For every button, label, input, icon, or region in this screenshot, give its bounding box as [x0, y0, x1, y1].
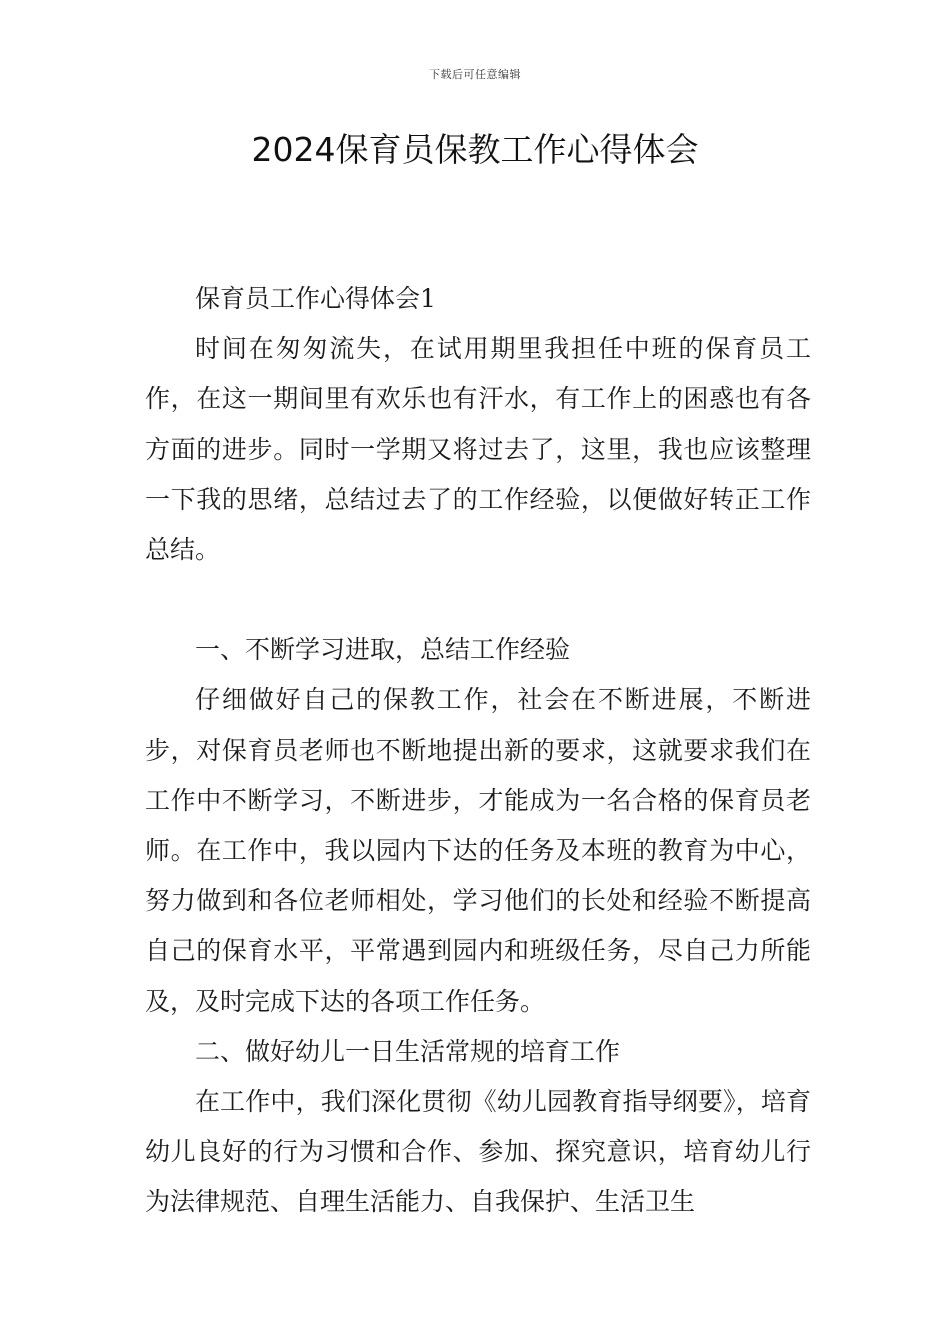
document-title: 2024保育员保教工作心得体会 — [251, 130, 699, 169]
section-heading-3: 二、做好幼儿一日生活常规的培育工作 — [195, 1036, 621, 1066]
section-heading-2: 一、不断学习进取，总结工作经验 — [195, 635, 571, 665]
page-header-note: 下载后可任意编辑 — [429, 68, 521, 81]
body-paragraph: 仔细做好自己的保教工作，社会在不断进展，不断进步，对保育员老师也不断地提出新的要求，这就要求我们在工作中不断学习，不断进步，才能成为一名合格的保育员老师。在工作中，我以园内下达的任务及本班的教育为中心，努力做到和各位老师相处，学习他们的长处和经验不断提高自己的保育水平，平常遇到园内和班级任务，尽自己力所能及，及时完成下达的各项工作任务。 — [145, 685, 811, 1016]
body-paragraph: 时间在匆匆流失，在试用期里我担任中班的保育员工作，在这一期间里有欢乐也有汗水，有工作上的困惑也有各方面的进步。同时一学期又将过去了，这里，我也应该整理一下我的思绪，总结过去了的工作经验，以便做好转正工作总结。 — [145, 334, 811, 565]
section-heading-1: 保育员工作心得体会1 — [195, 284, 436, 313]
document-body — [145, 274, 811, 1228]
body-paragraph: 在工作中，我们深化贯彻《幼儿园教育指导纲要》，培育幼儿良好的行为习惯和合作、参加、探究意识，培育幼儿行为法律规范、自理生活能力、自我保护、生活卫生 — [145, 1087, 811, 1217]
